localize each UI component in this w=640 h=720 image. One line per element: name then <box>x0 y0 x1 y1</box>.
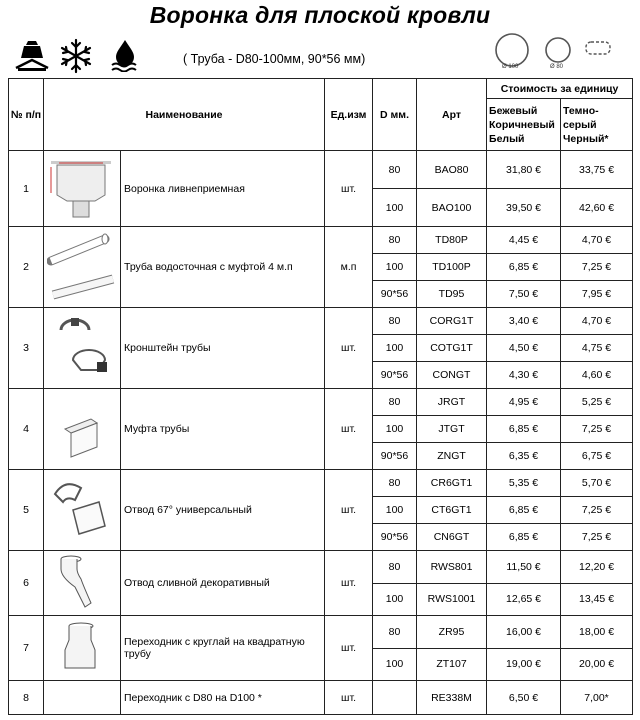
item-name: Труба водосточная с муфтой 4 м.п <box>121 227 325 308</box>
item-name: Переходник с круглай на квадратную трубу <box>121 616 325 681</box>
item-unit: шт. <box>325 470 373 551</box>
price-dark: 7,25 € <box>561 497 633 524</box>
downpipe-image <box>44 227 121 308</box>
price-light: 4,30 € <box>487 362 561 389</box>
item-article: RWS1001 <box>417 583 487 616</box>
item-article: JRGT <box>417 389 487 416</box>
price-dark: 7,00* <box>561 681 633 715</box>
price-light: 19,00 € <box>487 648 561 681</box>
item-unit: шт. <box>325 389 373 470</box>
page-title: Воронка для плоской кровли <box>149 2 491 28</box>
item-number: 4 <box>9 389 44 470</box>
table-row <box>9 227 633 254</box>
item-article: ZR95 <box>417 616 487 649</box>
price-light: 7,50 € <box>487 281 561 308</box>
item-diameter: 80 <box>373 151 417 189</box>
item-diameter: 80 <box>373 470 417 497</box>
item-name: Отвод 67° универсальный <box>121 470 325 551</box>
item-name: Переходник с D80 на D100 * <box>121 681 325 715</box>
item-number: 6 <box>9 551 44 616</box>
item-article: TD100P <box>417 254 487 281</box>
price-light: 6,85 € <box>487 254 561 281</box>
elbow-image <box>44 470 121 551</box>
item-diameter: 100 <box>373 583 417 616</box>
item-article: BAO80 <box>417 151 487 189</box>
price-dark: 20,00 € <box>561 648 633 681</box>
item-diameter: 80 <box>373 389 417 416</box>
item-unit: шт. <box>325 681 373 715</box>
header-color-light: Бежевый Коричневый Белый <box>487 99 561 151</box>
price-dark: 6,75 € <box>561 443 633 470</box>
price-dark: 7,25 € <box>561 254 633 281</box>
item-number: 5 <box>9 470 44 551</box>
table-row <box>9 470 633 497</box>
weight-on-roof-icon <box>14 38 50 77</box>
item-article: CORG1T <box>417 308 487 335</box>
price-table-body <box>9 151 633 715</box>
pipe-label-100: Ø 100 <box>502 64 519 70</box>
item-diameter: 100 <box>373 416 417 443</box>
item-article: RWS801 <box>417 551 487 584</box>
price-light: 11,50 € <box>487 551 561 584</box>
item-diameter: 100 <box>373 254 417 281</box>
header-unit: Ед.изм <box>325 79 373 151</box>
price-dark: 42,60 € <box>561 189 633 227</box>
item-diameter: 100 <box>373 189 417 227</box>
item-diameter: 90*56 <box>373 443 417 470</box>
decorative-outlet-image <box>44 551 121 616</box>
header-color-dark: Темно-серый Черный* <box>561 99 633 151</box>
table-row <box>9 151 633 189</box>
table-row <box>9 551 633 584</box>
item-name: Кронштейн трубы <box>121 308 325 389</box>
round-to-square-adapter-image <box>44 616 121 681</box>
pipe-label-80: Ø 80 <box>550 64 564 70</box>
item-article: CONGT <box>417 362 487 389</box>
item-article: ZT107 <box>417 648 487 681</box>
item-diameter: 90*56 <box>373 362 417 389</box>
item-article: TD80P <box>417 227 487 254</box>
reducer-image <box>44 681 121 715</box>
price-dark: 33,75 € <box>561 151 633 189</box>
item-diameter: 100 <box>373 648 417 681</box>
item-diameter: 80 <box>373 227 417 254</box>
price-dark: 4,70 € <box>561 308 633 335</box>
price-table <box>8 78 633 715</box>
price-light: 3,40 € <box>487 308 561 335</box>
price-light: 31,80 € <box>487 151 561 189</box>
item-article: RE338M <box>417 681 487 715</box>
price-dark: 4,75 € <box>561 335 633 362</box>
item-article: ZNGT <box>417 443 487 470</box>
price-light: 39,50 € <box>487 189 561 227</box>
item-unit: шт. <box>325 551 373 616</box>
price-light: 12,65 € <box>487 583 561 616</box>
item-name: Воронка ливнеприемная <box>121 151 325 227</box>
item-article: CR6GT1 <box>417 470 487 497</box>
price-light: 6,50 € <box>487 681 561 715</box>
header-d: D мм. <box>373 79 417 151</box>
item-article: TD95 <box>417 281 487 308</box>
price-light: 6,85 € <box>487 497 561 524</box>
item-name: Муфта трубы <box>121 389 325 470</box>
item-diameter: 80 <box>373 616 417 649</box>
item-article: JTGT <box>417 416 487 443</box>
price-light: 4,95 € <box>487 389 561 416</box>
item-unit: шт. <box>325 616 373 681</box>
price-dark: 12,20 € <box>561 551 633 584</box>
table-row <box>9 681 633 715</box>
item-article: COTG1T <box>417 335 487 362</box>
item-diameter <box>373 681 417 715</box>
price-dark: 13,45 € <box>561 583 633 616</box>
item-unit: м.п <box>325 227 373 308</box>
price-dark: 7,25 € <box>561 416 633 443</box>
pipe-bracket-image <box>44 308 121 389</box>
price-light: 4,50 € <box>487 335 561 362</box>
item-diameter: 80 <box>373 308 417 335</box>
price-dark: 7,95 € <box>561 281 633 308</box>
header-name: Наименование <box>44 79 325 151</box>
header-cost: Стоимость за единицу <box>487 79 633 99</box>
table-row <box>9 389 633 416</box>
price-dark: 5,25 € <box>561 389 633 416</box>
snowflake-icon <box>58 38 94 79</box>
item-unit: шт. <box>325 308 373 389</box>
item-article: CT6GT1 <box>417 497 487 524</box>
price-light: 16,00 € <box>487 616 561 649</box>
price-dark: 18,00 € <box>561 616 633 649</box>
pipe-coupling-image <box>44 389 121 470</box>
item-name: Отвод сливной декоративный <box>121 551 325 616</box>
item-diameter: 90*56 <box>373 281 417 308</box>
price-dark: 7,25 € <box>561 524 633 551</box>
price-light: 6,35 € <box>487 443 561 470</box>
item-number: 2 <box>9 227 44 308</box>
item-diameter: 100 <box>373 497 417 524</box>
item-diameter: 90*56 <box>373 524 417 551</box>
item-article: CN6GT <box>417 524 487 551</box>
item-diameter: 80 <box>373 551 417 584</box>
header-art: Арт <box>417 79 487 151</box>
price-light: 4,45 € <box>487 227 561 254</box>
price-dark: 4,60 € <box>561 362 633 389</box>
item-article: BAO100 <box>417 189 487 227</box>
gutter-funnel-image <box>44 151 121 227</box>
water-drop-icon <box>110 38 140 77</box>
table-row <box>9 308 633 335</box>
price-light: 6,85 € <box>487 416 561 443</box>
item-diameter: 100 <box>373 335 417 362</box>
table-row <box>9 616 633 649</box>
price-dark: 5,70 € <box>561 470 633 497</box>
item-number: 3 <box>9 308 44 389</box>
item-unit: шт. <box>325 151 373 227</box>
price-light: 5,35 € <box>487 470 561 497</box>
price-dark: 4,70 € <box>561 227 633 254</box>
item-number: 7 <box>9 616 44 681</box>
header-num: № п/п <box>9 79 44 151</box>
subtitle: ( Труба - D80-100мм, 90*56 мм) <box>183 52 366 66</box>
pipe-diagrams <box>490 30 640 75</box>
price-light: 6,85 € <box>487 524 561 551</box>
item-number: 1 <box>9 151 44 227</box>
item-number: 8 <box>9 681 44 715</box>
